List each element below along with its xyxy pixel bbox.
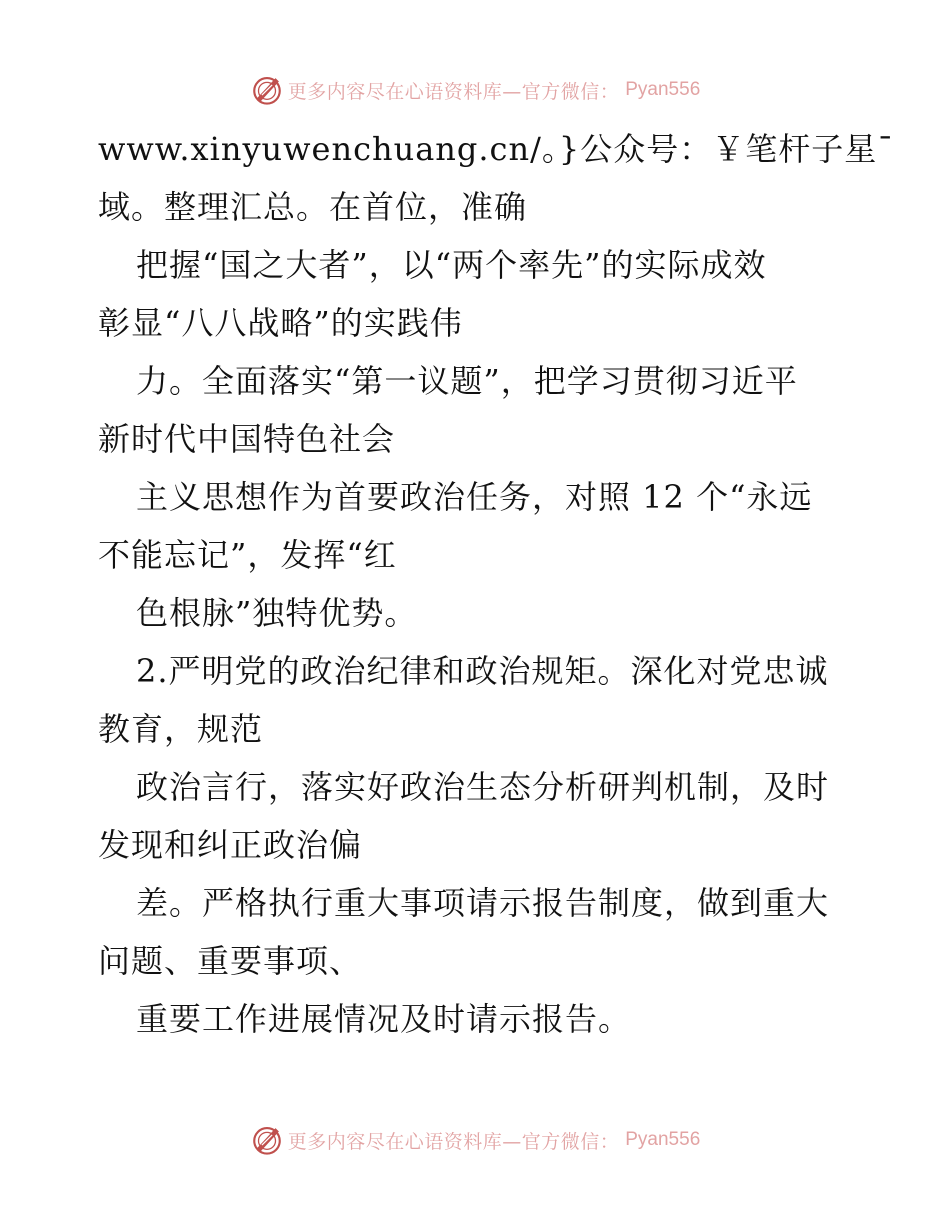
text-line: 力。全面落实“第一议题”，把学习贯彻习近平 (136, 362, 798, 400)
text-line: 彰显“八八战略”的实践伟 (98, 304, 463, 342)
text-line: 主义思想作为首要政治任务，对照 12 个“永远 (136, 478, 813, 516)
text-line: 色根脉”独特优势。 (136, 594, 418, 632)
text-line: 政治言行，落实好政治生态分析研判机制，及时 (136, 768, 830, 806)
watermark-text: 更多内容尽在心语资料库—官方微信： (287, 1130, 620, 1153)
pen-nib-logo-icon (250, 73, 284, 107)
text-line: 把握“国之大者”，以“两个率先”的实际成效 (136, 246, 767, 284)
text-line: 问题、重要事项、 (98, 942, 363, 980)
pen-nib-logo-icon (250, 1123, 284, 1157)
watermark-wechat-id: Pyan556 (625, 1129, 701, 1150)
text-line: 重要工作进展情况及时请示报告。 (136, 1000, 632, 1038)
text-line: 新时代中国特色社会 (98, 420, 396, 458)
text-line: 发现和纠正政治偏 (98, 826, 363, 864)
text-line: 域。整理汇总。在首位，准确 (98, 188, 528, 226)
footer-watermark-banner (0, 1120, 950, 1160)
text-line: 差。严格执行重大事项请示报告制度，做到重大 (136, 884, 830, 922)
watermark-wechat-id: Pyan556 (625, 79, 701, 100)
text-line: 不能忘记”，发挥“红 (98, 536, 397, 574)
watermark-text: 更多内容尽在心语资料库—官方微信： (287, 80, 620, 103)
text-line: www.xinyuwenchuang.cn/。}公众号：￥笔杆子星¯ (98, 130, 895, 168)
header-watermark-banner (0, 70, 950, 110)
text-line: 2.严明党的政治纪律和政治规矩。深化对党忠诚 (136, 652, 829, 690)
document-body (98, 120, 895, 1048)
text-line: 教育，规范 (98, 710, 264, 748)
